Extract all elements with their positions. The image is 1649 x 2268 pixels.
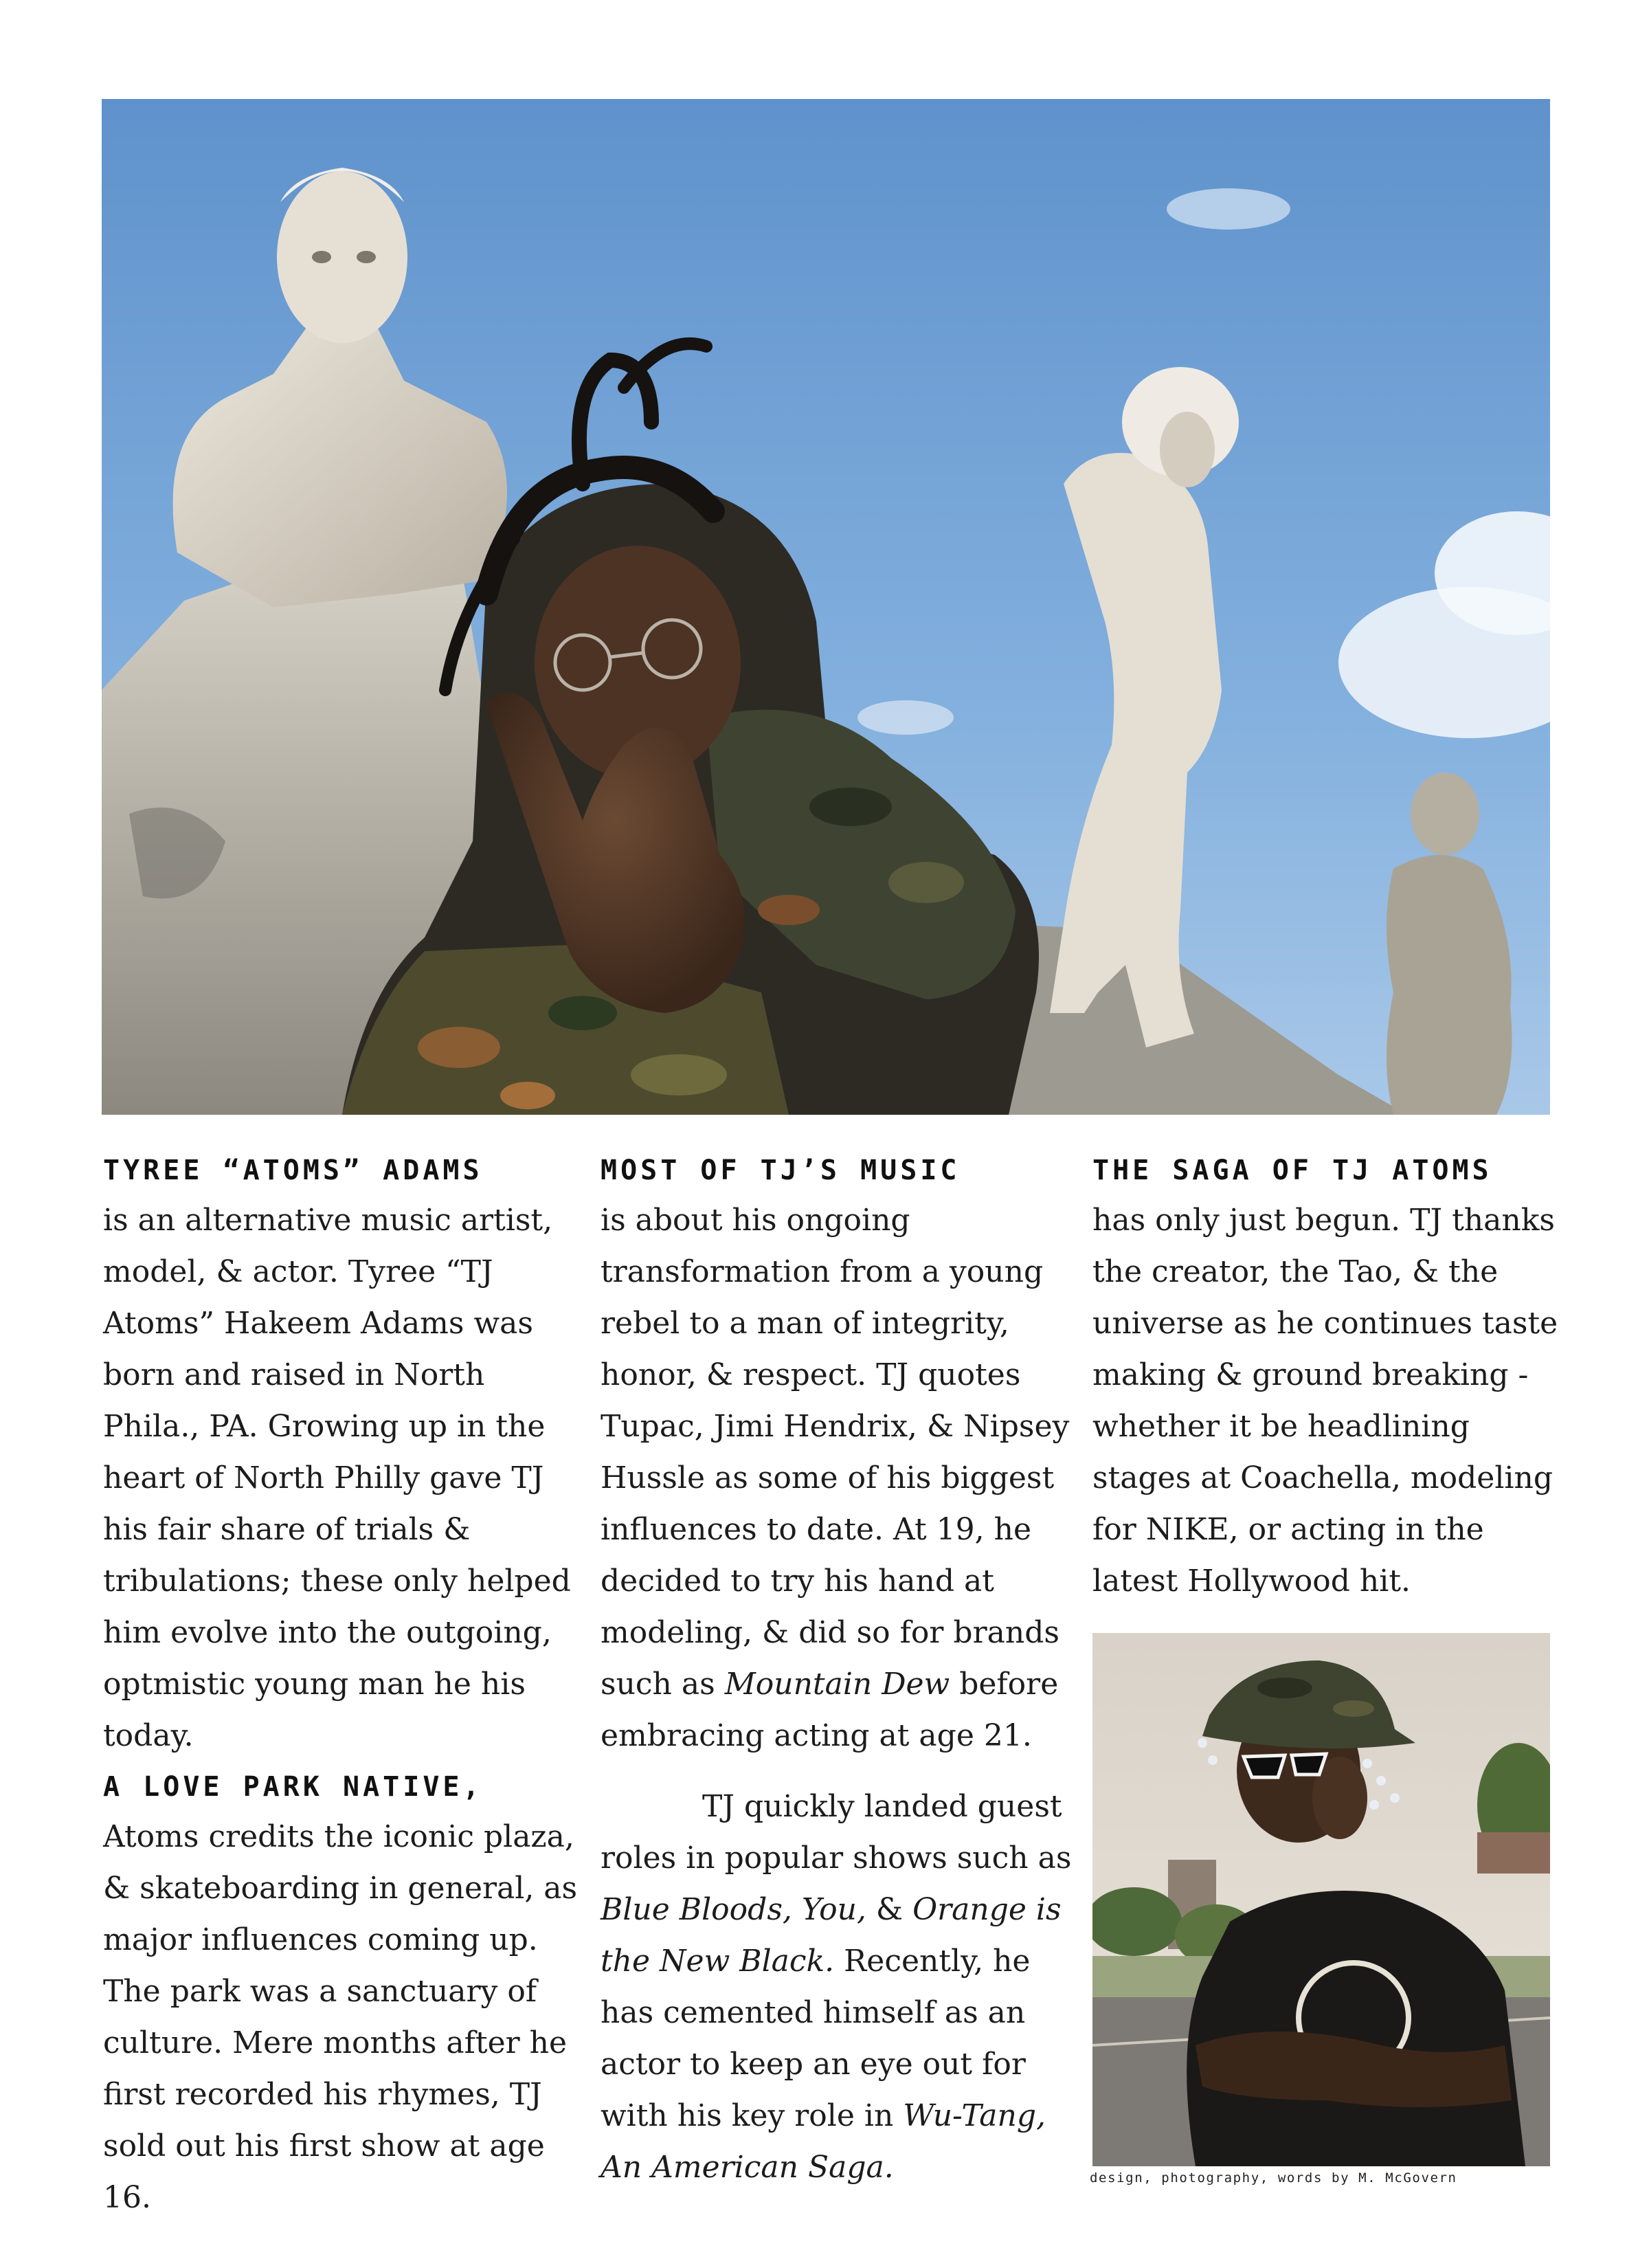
music-text-end: before embracing acting at age 21. (601, 1667, 1059, 1753)
show-orange-is-the-new-black: Orange is the New Black. (601, 1892, 1062, 1979)
portrait-photo (1092, 1633, 1550, 2166)
column-3 (1092, 1146, 1560, 1607)
building (1477, 1832, 1550, 1874)
column-1 (103, 1146, 584, 2223)
music-paragraph (601, 1194, 1081, 1761)
ampersand: & (866, 1892, 913, 1927)
saga-paragraph: has only just begun. TJ thanks the creator, the Tao, & the universe as he continues taste making & ground breaking - whether it be headlining stages at Coachella, modeling for NIKE, or acting in the latest Hollywood hit. (1092, 1203, 1558, 1599)
brand-mountain-dew: Mountain Dew (724, 1667, 950, 1702)
cloud (1167, 188, 1290, 230)
photo-credit: design, photography, words by M. McGovern (1090, 2170, 1457, 2186)
hero-photo (102, 99, 1550, 1115)
music-text: is about his ongoing transformation from a young rebel to a man of integrity, honor, & respect. TJ quotes Tupac, Jimi Hendrix, & Nipsey Hussle as some of his biggest influences to date. At 19, he decided to try his hand at modeling, & did so for brands such as (601, 1203, 1070, 1702)
heading-most-of-tjs-music: MOST OF TJ’S MUSIC (601, 1155, 961, 1186)
heading-love-park-native: A LOVE PARK NATIVE, (103, 1771, 483, 1803)
column-2 (601, 1146, 1081, 2193)
cloud (857, 700, 954, 735)
sunglasses (1244, 1755, 1285, 1777)
acting-paragraph (601, 1781, 1081, 2193)
show-titles: Blue Bloods, You, (601, 1892, 866, 1927)
love-park-paragraph: Atoms credits the iconic plaza, & skateboarding in general, as major influences coming up. The park was a sanctuary of culture. Mere months after he first recorded his rhymes, TJ sold out his first show at age 16. (103, 1819, 578, 2215)
acting-text-mid: Recently, he has cemented himself as an actor to keep an eye out for with his key role in (601, 1944, 1031, 2133)
heading-saga-of-tj-atoms: THE SAGA OF TJ ATOMS (1092, 1155, 1492, 1186)
heading-tyree-atoms-adams: TYREE “ATOMS” ADAMS (103, 1155, 483, 1186)
show-wu-tang: Wu-Tang, An American Saga. (601, 2098, 1046, 2185)
acting-text: TJ quickly landed guest roles in popular shows such as (601, 1789, 1072, 1876)
bio-paragraph: is an alternative music artist, model, & actor. Tyree “TJ Atoms” Hakeem Adams was born and raised in North Phila., PA. Growing up in the heart of North Philly gave TJ his fair share of trials & tribulations; these only helped him evolve into the outgoing, optmistic young man he his today. (103, 1203, 571, 1753)
